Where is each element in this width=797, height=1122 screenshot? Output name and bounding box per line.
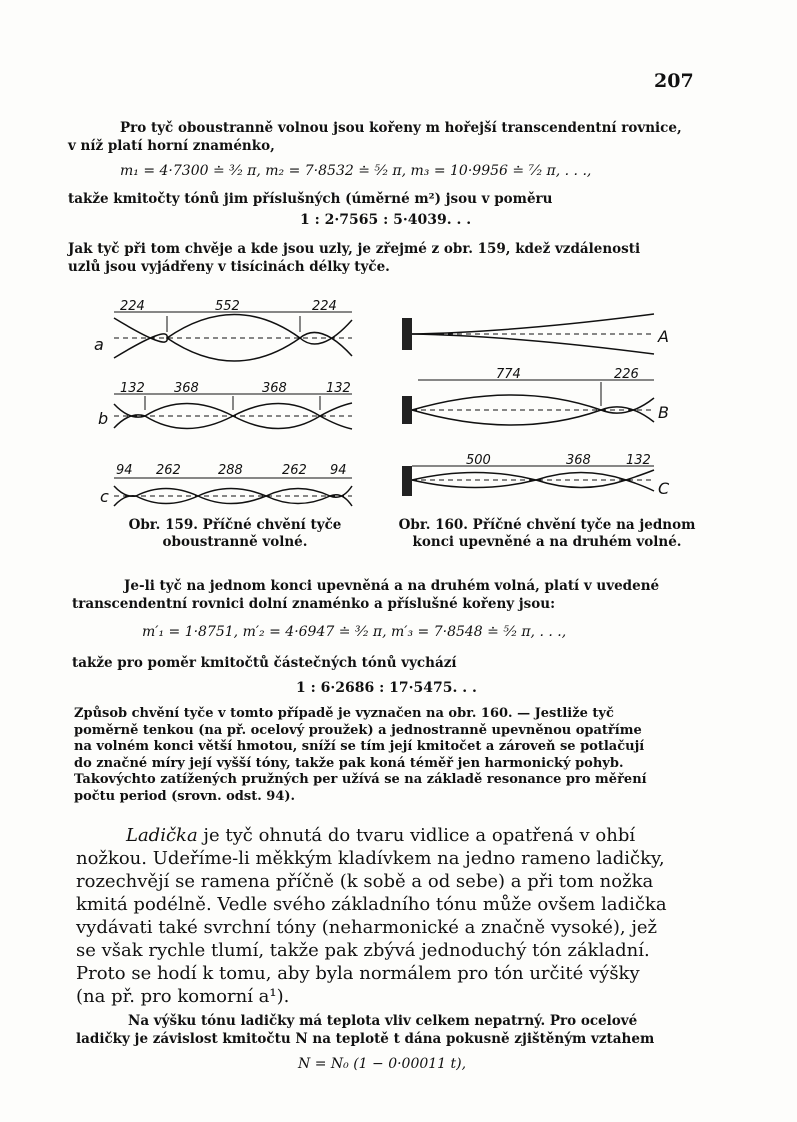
para2: takže kmitočty tónů jim příslušných (úměrné m²) jsou v poměru: [68, 191, 553, 207]
fig160-c-label-3: 132: [626, 453, 651, 468]
para6-line4: do značné míry její vyšší tóny, takže pak koná téměř jen harmonický pohyb.: [74, 755, 624, 771]
caption-fig159: [100, 517, 370, 551]
figure-160: [396, 310, 686, 510]
para1-line1: Pro tyč oboustranně volnou jsou kořeny m hořejší transcendentní rovnice,: [120, 120, 682, 136]
fig160-letter-c: C: [658, 479, 670, 498]
frequency-ratio-clamped: 1 : 6·2686 : 17·5475. . .: [296, 680, 477, 696]
caption-fig159-line1: Obr. 159. Příčné chvění tyče: [128, 517, 342, 533]
para5: takže pro poměr kmitočtů částečných tónů vychází: [72, 655, 457, 671]
term-ladicka: Ladička: [126, 825, 198, 846]
fig159-c-label-2: 262: [156, 463, 181, 478]
page-number: 207: [654, 70, 694, 92]
para7-line1-rest: je tyč ohnutá do tvaru vidlice a opatřená v ohbí: [197, 825, 636, 846]
para7-line5: vydávati také svrchní tóny (neharmonické a značně vysoké), jež: [76, 917, 658, 938]
para6-line3: na volném konci větší hmotou, sníží se tím její kmitočet a zároveň se potlačují: [74, 739, 645, 754]
para7-line8: (na př. pro komorní a¹).: [76, 986, 290, 1007]
clamp-a: [402, 318, 412, 350]
para6-line1: Způsob chvění tyče v tomto případě je vyznačen na obr. 160. — Jestliže tyč: [74, 706, 614, 721]
para8-line1: Na výšku tónu ladičky má teplota vliv celkem nepatrný. Pro ocelové: [128, 1013, 638, 1029]
para7-line1: [76, 824, 726, 847]
para7-line3: rozechvějí se ramena příčně (k sobě a od sebe) a při tom nožka: [76, 871, 654, 892]
fig159-letter-b: b: [98, 409, 109, 428]
caption-fig160-line2: konci upevněné a na druhém volné.: [412, 534, 682, 550]
equation-temperature: N = N₀ (1 − 0·00011 t),: [298, 1056, 467, 1072]
fig159-b-label-4: 132: [326, 381, 351, 396]
fig160-b-label-2: 226: [614, 367, 639, 382]
para7-line7: Proto se hodí k tomu, aby byla normálem pro tón určité výšky: [76, 963, 640, 984]
fig159-c-label-1: 94: [116, 463, 133, 478]
para4-line2: transcendentní rovnici dolní znaménko a příslušné kořeny jsou:: [72, 596, 556, 612]
fig160-c-label-2: 368: [566, 453, 591, 468]
fig159-letter-a: a: [94, 335, 104, 354]
caption-fig159-line2: oboustranně volné.: [162, 534, 308, 550]
caption-fig160-line1: Obr. 160. Příčné chvění tyče na jednom: [398, 517, 696, 533]
figure-159: [90, 296, 370, 516]
clamp-c: [402, 466, 412, 496]
equation-roots-clamped: m′₁ = 1·8751, m′₂ = 4·6947 ≐ ³⁄₂ π, m′₃ = 7·8548 ≐ ⁵⁄₂ π, . . .,: [142, 624, 567, 640]
fig159-b-label-2: 368: [174, 381, 199, 396]
para7-line6: se však rychle tlumí, takže pak zbývá jednoduchý tón základní.: [76, 940, 650, 961]
fig159-b-label-3: 368: [262, 381, 287, 396]
fig159-c-label-3: 288: [218, 463, 243, 478]
para3-line1: Jak tyč při tom chvěje a kde jsou uzly, je zřejmé z obr. 159, kdež vzdálenosti: [68, 241, 641, 257]
para7-line4: kmitá podélně. Vedle svého základního tónu může ovšem ladička: [76, 894, 667, 915]
fig160-letter-a: A: [658, 327, 669, 346]
equation-roots-free: m₁ = 4·7300 ≐ ³⁄₂ π, m₂ = 7·8532 ≐ ⁵⁄₂ π, m₃ = 10·9956 ≐ ⁷⁄₂ π, . . .,: [120, 163, 592, 179]
para3-line2: uzlů jsou vyjádřeny v tisícinách délky tyče.: [68, 259, 390, 275]
fig159-letter-c: c: [100, 487, 109, 506]
para6: [74, 706, 714, 805]
fig159-b-label-1: 132: [120, 381, 145, 396]
para4-line1: Je-li tyč na jednom konci upevněná a na druhém volná, platí v uvedené: [124, 578, 660, 594]
para7: [76, 824, 726, 1008]
fig159-a-label-1: 224: [120, 299, 145, 314]
para6-line5: Takovýchto zatížených pružných per užívá se na základě resonance pro měření: [74, 772, 647, 787]
fig159-a-label-2: 552: [215, 299, 240, 314]
fig160-c-label-1: 500: [466, 453, 491, 468]
fig160-letter-b: B: [658, 403, 669, 422]
para6-line2: poměrně tenkou (na př. ocelový proužek) a jednostranně upevněnou opatříme: [74, 722, 642, 738]
para7-line2: nožkou. Udeříme-li měkkým kladívkem na jedno rameno ladičky,: [76, 848, 665, 869]
para6-line6: počtu period (srovn. odst. 94).: [74, 788, 296, 804]
frequency-ratio-free: 1 : 2·7565 : 5·4039. . .: [300, 212, 472, 228]
para1-line2: v níž platí horní znaménko,: [68, 138, 275, 154]
fig159-c-label-4: 262: [282, 463, 307, 478]
fig160-b-label-1: 774: [496, 367, 521, 382]
clamp-b: [402, 396, 412, 424]
fig159-a-label-3: 224: [312, 299, 337, 314]
caption-fig160: [382, 517, 712, 551]
fig159-c-label-5: 94: [330, 463, 347, 478]
para8-line2: ladičky je závislost kmitočtu N na teplotě t dána pokusně zjištěným vztahem: [76, 1031, 655, 1047]
